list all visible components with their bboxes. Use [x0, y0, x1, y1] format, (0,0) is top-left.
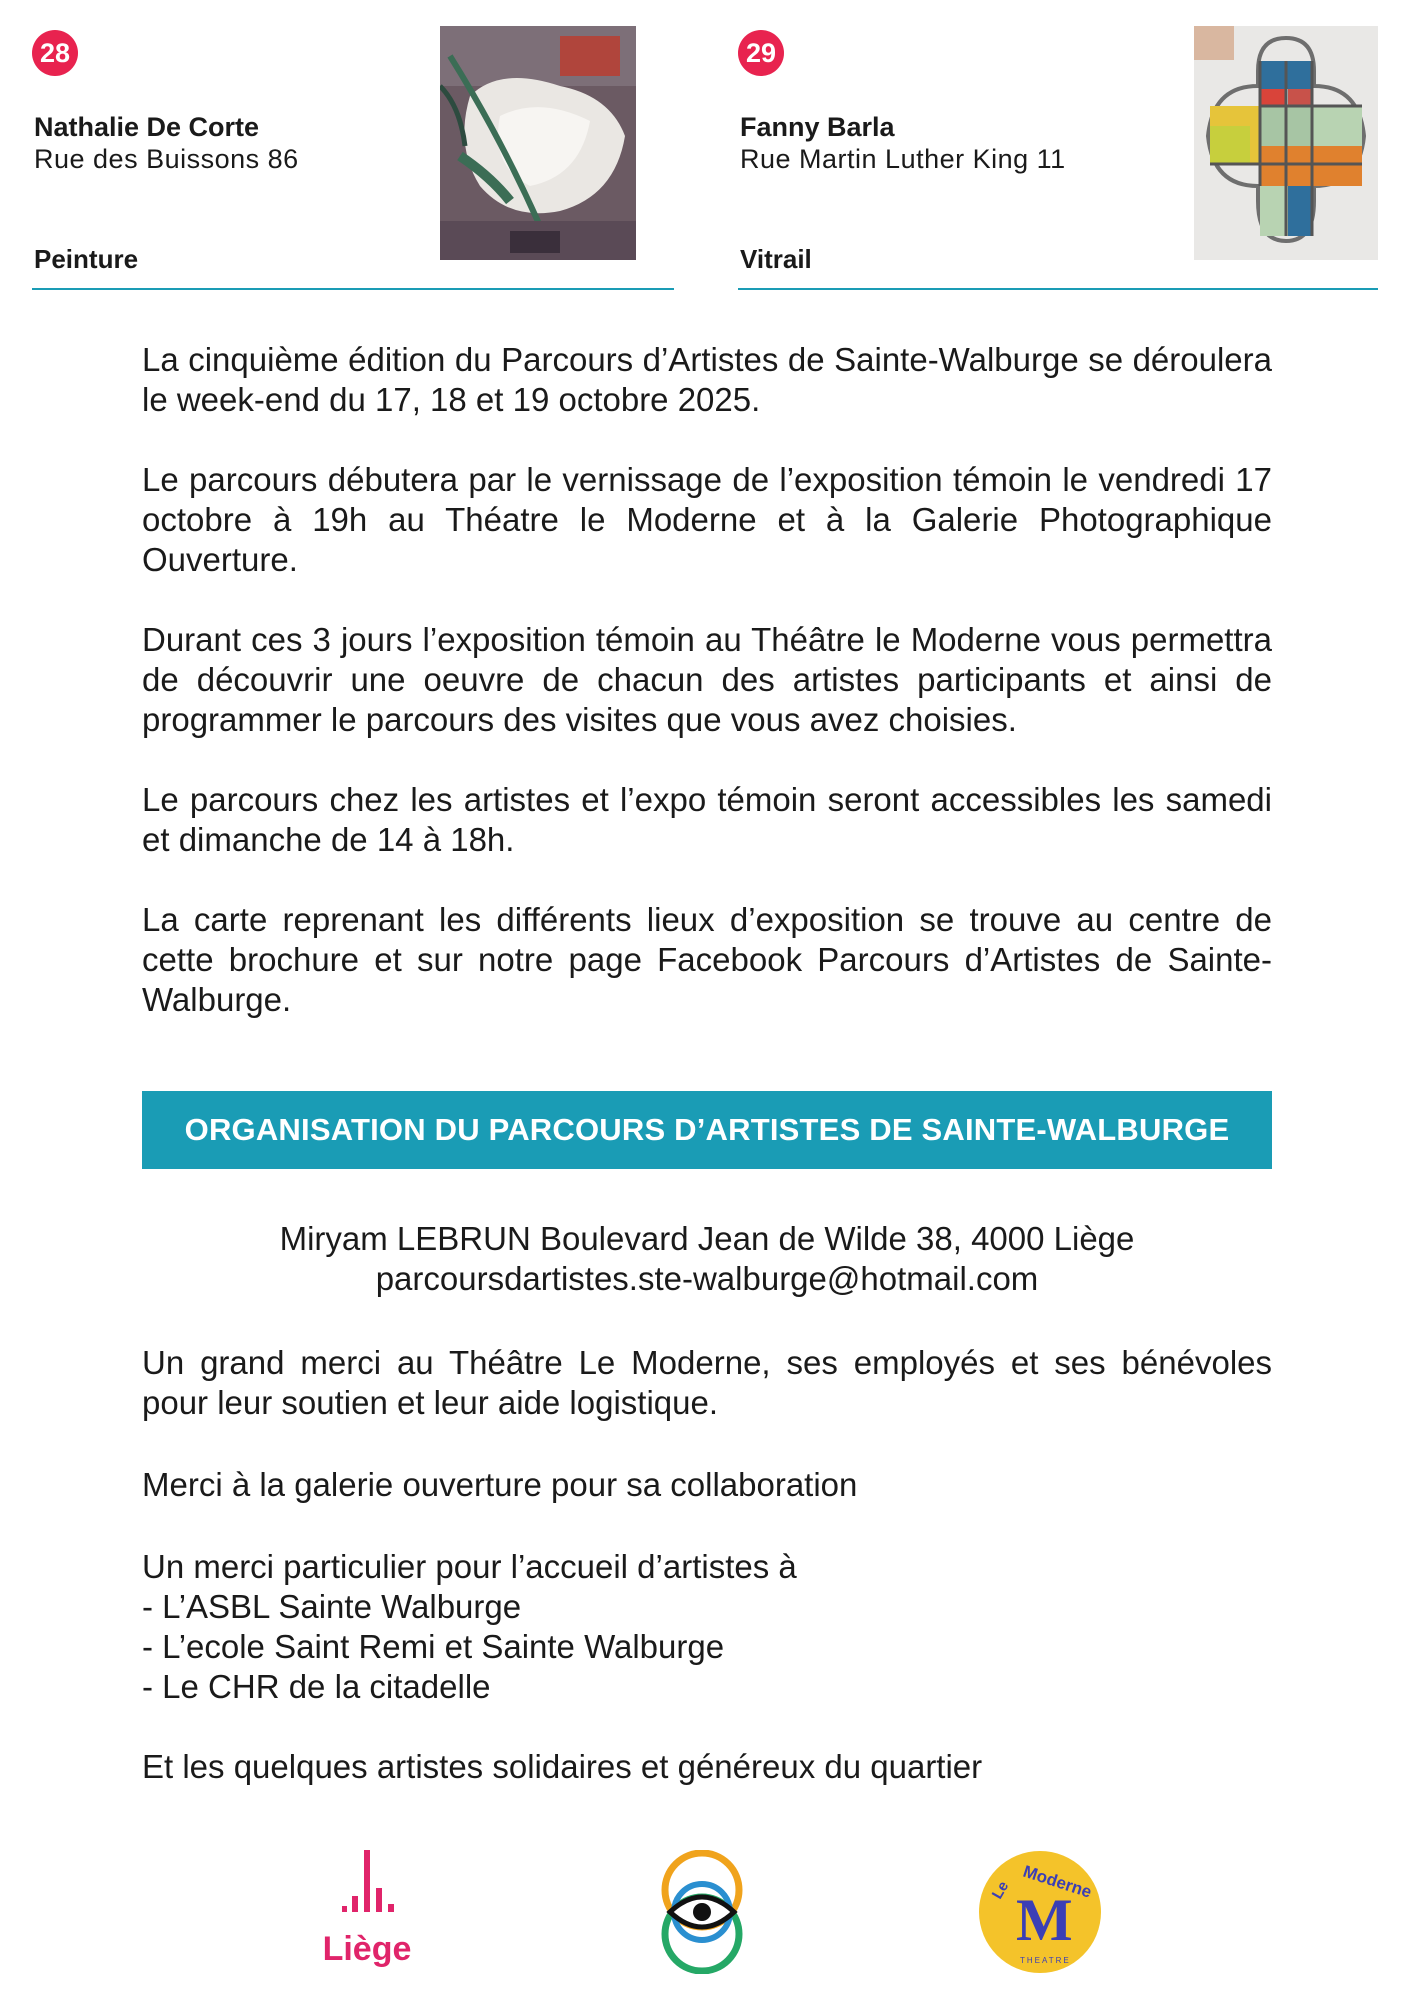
- thanks-accueil-intro: Un merci particulier pour l’accueil d’artistes à: [142, 1548, 797, 1585]
- artist-address: Rue des Buissons 86: [34, 144, 299, 174]
- contact-line: Miryam LEBRUN Boulevard Jean de Wilde 38, 4000 Liège: [279, 1220, 1135, 1257]
- artist-card-29: [738, 26, 1378, 290]
- thanks-accueil: [142, 1547, 1272, 1707]
- contact-email[interactable]: parcoursdartistes.ste-walburge@hotmail.com: [375, 1260, 1039, 1297]
- moderne-le-text: Le: [988, 1878, 1013, 1902]
- painting-thumbnail: [440, 26, 636, 260]
- thanks-moderne: Un grand merci au Théâtre Le Moderne, ses employés et ses bénévoles pour leur soutien et leur aide logistique.: [142, 1344, 1272, 1421]
- eye-icon: [656, 1850, 748, 1974]
- stained-glass-thumbnail: [1194, 26, 1378, 260]
- moderne-sub-text: THEATRE: [1020, 1956, 1071, 1965]
- liege-logo-text: Liège: [322, 1930, 412, 1968]
- intro-paragraph-2: Le parcours débutera par le vernissage de l’exposition témoin le vendredi 17 octobre à 19h au Théatre le Moderne et à la Galerie Photographique Ouverture.: [142, 461, 1272, 578]
- liege-logo: [320, 1850, 414, 1975]
- artist-address: Rue Martin Luther King 11: [740, 144, 1066, 174]
- moderne-word-text: Moderne: [1020, 1861, 1095, 1902]
- artist-discipline: Peinture: [34, 244, 139, 274]
- list-item: - L’ecole Saint Remi et Sainte Walburge: [142, 1628, 725, 1665]
- liege-bars-icon: [320, 1850, 414, 1926]
- organisation-heading: ORGANISATION DU PARCOURS D’ARTISTES DE SAINTE-WALBURGE: [142, 1091, 1272, 1169]
- moderne-theatre-logo: [978, 1850, 1102, 1974]
- intro-paragraph-1: La cinquième édition du Parcours d’Artistes de Sainte-Walburge se déroulera le week-end du 17, 18 et 19 octobre 2025.: [142, 341, 1272, 418]
- moderne-badge-icon: [978, 1850, 1102, 1974]
- artist-card-28: [32, 26, 674, 290]
- artist-discipline: Vitrail: [740, 244, 812, 274]
- ouverture-eye-logo: [656, 1850, 748, 1974]
- artist-name: Fanny Barla: [740, 112, 895, 142]
- artist-number-badge: 29: [738, 30, 784, 76]
- intro-paragraph-3: Durant ces 3 jours l’exposition témoin au Théâtre le Moderne vous permettra de découvrir une oeuvre de chacun des artistes participants et ainsi de programmer le parcours des visites que vous avez choisies.: [142, 621, 1272, 738]
- list-item: - L’ASBL Sainte Walburge: [142, 1588, 522, 1625]
- thanks-closing: Et les quelques artistes solidaires et généreux du quartier: [142, 1748, 983, 1785]
- intro-paragraph-5: La carte reprenant les différents lieux d’exposition se trouve au centre de cette brochure et sur notre page Facebook Parcours d’Artistes de Sainte-Walburge.: [142, 901, 1272, 1018]
- list-item: - Le CHR de la citadelle: [142, 1668, 491, 1705]
- intro-paragraph-4: Le parcours chez les artistes et l’expo témoin seront accessibles les samedi et dimanche de 14 à 18h.: [142, 781, 1272, 858]
- moderne-m-letter: M: [1016, 1887, 1073, 1953]
- artist-name: Nathalie De Corte: [34, 112, 260, 142]
- artist-number-badge: 28: [32, 30, 78, 76]
- thanks-galerie: Merci à la galerie ouverture pour sa collaboration: [142, 1466, 858, 1503]
